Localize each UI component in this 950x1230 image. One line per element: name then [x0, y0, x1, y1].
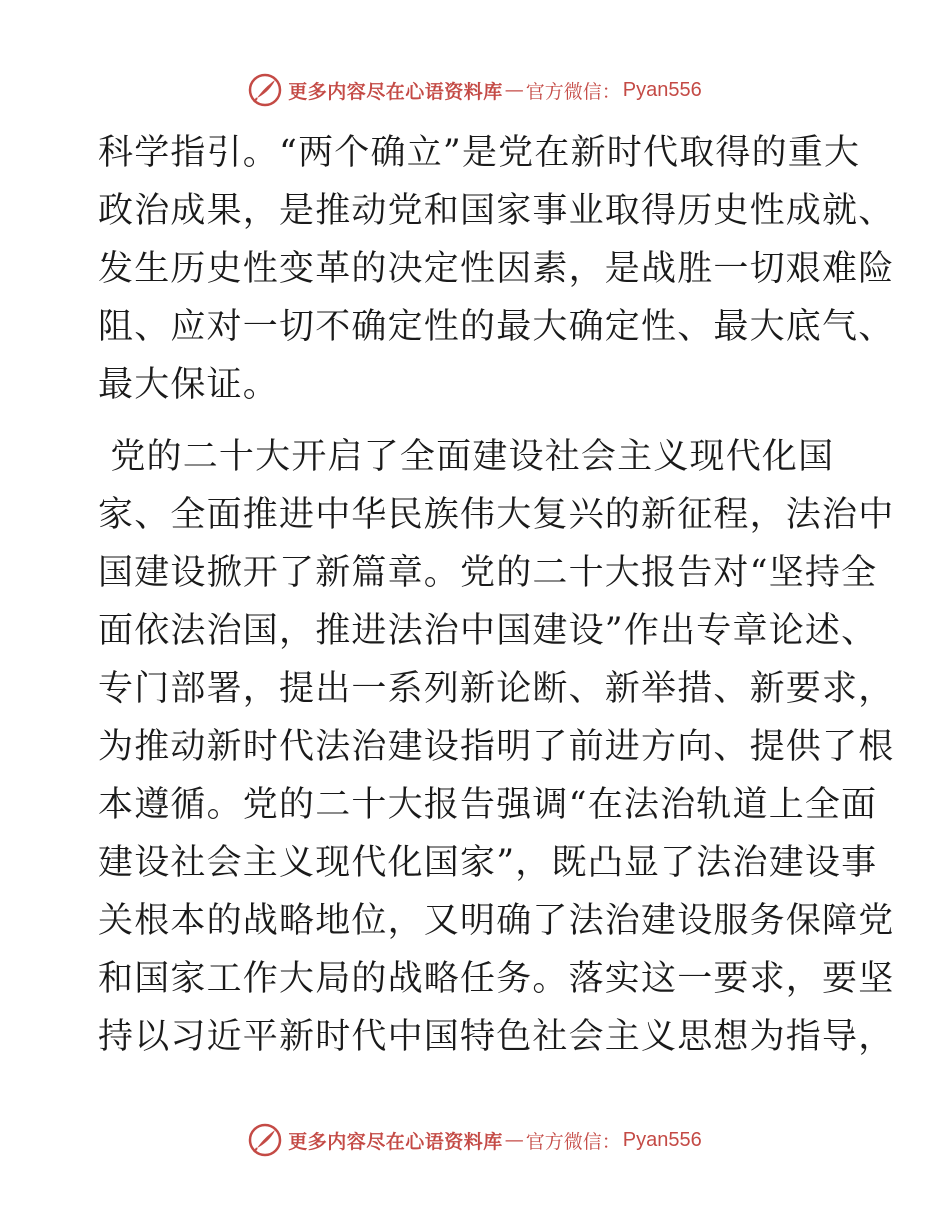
- watermark-separator: —: [504, 79, 524, 101]
- text-line: 面依法治国，推进法治中国建设”作出专章论述、: [98, 611, 878, 651]
- watermark-main-text: 更多内容尽在心语资料库: [288, 1130, 503, 1153]
- watermark-main-text: 更多内容尽在心语资料库: [288, 80, 503, 103]
- watermark-wechat-id: Pyan556: [622, 1128, 702, 1151]
- watermark-wechat-label: 官方微信：: [525, 1130, 621, 1153]
- text-line: 关根本的战略地位，又明确了法治建设服务保障党: [98, 901, 895, 941]
- quill-pen-icon: [248, 73, 282, 107]
- text-line: 科学指引。“两个确立”是党在新时代取得的重大: [98, 133, 861, 173]
- footer-watermark: [0, 1120, 950, 1160]
- text-line: 专门部署，提出一系列新论断、新举措、新要求，: [98, 669, 895, 709]
- text-line: 为推动新时代法治建设指明了前进方向、提供了根: [98, 727, 895, 767]
- text-line: 最大保证。: [98, 365, 280, 405]
- header-watermark: [0, 70, 950, 110]
- quill-pen-icon: [248, 1123, 282, 1157]
- watermark-wechat-id: Pyan556: [622, 78, 702, 101]
- text-line: 阻、应对一切不确定性的最大确定性、最大底气、: [98, 307, 895, 347]
- text-line: 国建设掀开了新篇章。党的二十大报告对“坚持全: [98, 553, 878, 593]
- text-line: 发生历史性变革的决定性因素，是战胜一切艰难险: [98, 249, 895, 289]
- text-line: 和国家工作大局的战略任务。落实这一要求，要坚: [98, 959, 895, 999]
- text-line: 建设社会主义现代化国家”，既凸显了法治建设事: [98, 843, 878, 883]
- text-line: 党的二十大开启了全面建设社会主义现代化国: [98, 437, 835, 477]
- text-line: 持以习近平新时代中国特色社会主义思想为指导，: [98, 1017, 895, 1057]
- text-line: 政治成果，是推动党和国家事业取得历史性成就、: [98, 191, 895, 231]
- paragraph-2: [98, 428, 895, 1066]
- text-line: 本遵循。党的二十大报告强调“在法治轨道上全面: [98, 785, 878, 825]
- watermark-separator: —: [504, 1129, 524, 1151]
- text-line: 家、全面推进中华民族伟大复兴的新征程，法治中: [98, 495, 895, 535]
- document-body: [98, 124, 895, 1066]
- watermark-wechat-label: 官方微信：: [525, 80, 621, 103]
- paragraph-1: [98, 124, 895, 414]
